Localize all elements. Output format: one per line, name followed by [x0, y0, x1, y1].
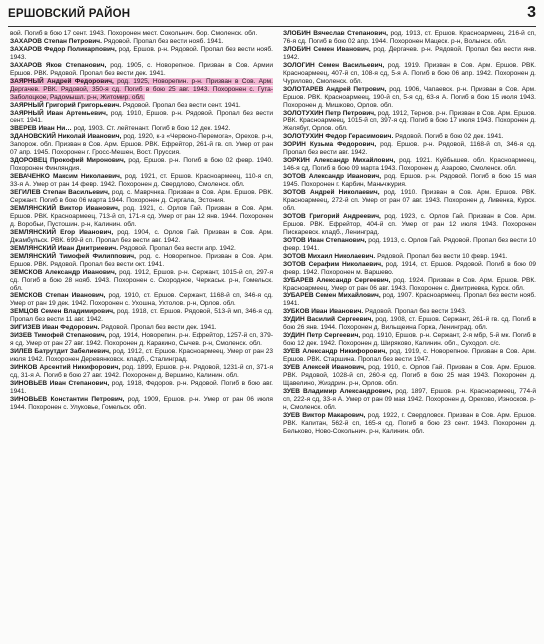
entry-details: род. Ершов. р-н. Рядовой, 1168-й сп, 346-я сд. Пропал без вести авг. 1942. — [283, 141, 536, 157]
entry-text — [10, 46, 273, 61]
person-name: ЗАХАРОВ Степан Петрович. — [10, 37, 102, 45]
memorial-entry — [10, 78, 273, 102]
memorial-entry — [10, 380, 273, 396]
person-name: ЗАХАРОВ Яков Степанович, — [10, 61, 107, 69]
entry-text — [283, 364, 536, 387]
person-name: ЗДОРОВЕЦ Прокофий Миронович, — [10, 157, 126, 165]
person-name: ЗОТОВ Серафим Николаевич, — [283, 260, 383, 268]
person-name: ЗИЛЕВ Батрутдит Забелиевич, — [10, 348, 111, 356]
entry-details: Рядовой. Погиб в бою 02 дек. 1941. — [393, 133, 504, 141]
memorial-entry — [283, 30, 536, 46]
person-name: ЗИЗЕВ Тимофей Степанович, — [10, 332, 107, 340]
entry-text — [10, 110, 273, 125]
entry-text — [283, 308, 467, 315]
page-number: 3 — [527, 4, 536, 21]
person-name: ЗЕВАЧЕНКО Максим Николаевич, — [10, 173, 122, 181]
entry-text — [10, 245, 236, 252]
memorial-entry — [283, 253, 536, 261]
entry-details: род. 1918, ст. Ершов. Рядовой, 513-й мп, 346-я сд. Пропал без вести 11 авг. 1942. — [10, 308, 273, 324]
person-name: ЗОТОВ Михаил Николаевич. — [283, 252, 376, 260]
entry-details: род. 1899, Ершов. р-н. Рядовой, 1231-й сп, 371-я сд, 31-я А. Погиб в бою 27 авг. 1942. Похоронен д. Вершино, Калинин. обл. — [10, 364, 273, 379]
memorial-entry — [10, 308, 273, 324]
entry-text — [10, 348, 273, 363]
entry-text — [10, 269, 273, 292]
entry-text — [10, 324, 217, 331]
memorial-entry — [10, 173, 273, 189]
person-name: ЗУЕВ Александр Никифорович, — [283, 348, 388, 356]
entry-text — [10, 308, 273, 323]
person-name: ЗУДИН Петр Сергеевич, — [283, 332, 361, 340]
memorial-entry — [283, 213, 536, 237]
memorial-entry — [10, 364, 273, 380]
entry-details: род. 1913, с. Орлов Гай. Рядовой. Пропал без вести 10 февр. 1941. — [283, 236, 536, 252]
memorial-entry — [283, 189, 536, 213]
person-name: ЗЕМСКОВ Александр Иванович, — [10, 268, 117, 276]
entry-text — [283, 412, 536, 435]
person-name: ЗОРИН Кузьма Федорович, — [283, 141, 377, 149]
entry-text — [283, 141, 536, 156]
person-name: ЗАЯРНЫЙ Андрей Федорович, — [10, 77, 114, 85]
entry-text — [10, 30, 257, 37]
person-name: ЗИНОВЬЕВ Иван Степанович, — [10, 379, 110, 387]
memorial-entry — [283, 292, 536, 308]
person-name: ЗЕМЦОВ Семен Владимирович, — [10, 308, 115, 316]
entry-text — [283, 157, 536, 172]
memorial-entry — [283, 261, 536, 277]
memorial-entry — [283, 332, 536, 348]
entry-details: род. 1909, Ершов. р-н. Умер от ран 06 июля 1944. Похоронен с. Улуковье, Гомельск. обл. — [10, 395, 273, 411]
person-name: ЗЕМСКОВ Степан Иванович, — [10, 292, 106, 300]
person-name: ЗУЕВ Алексей Иванович, — [283, 364, 366, 372]
entry-text — [283, 213, 536, 236]
person-name: ЗАЯРНЫЙ Иван Артемьевич, — [10, 109, 108, 117]
person-name: ЗОТОВ Григорий Андреевич, — [283, 212, 381, 220]
person-name: ЗДАНОВСКИЙ Николай Иванович, — [10, 133, 122, 141]
memorial-entry — [283, 364, 536, 388]
entry-text — [283, 133, 503, 140]
entry-text — [10, 38, 223, 45]
person-name: ЗЕМЛЯНСКИЙ Виктор Иванович, — [10, 204, 120, 212]
person-name: ЗОТОВ Андрей Николаевич, — [283, 189, 380, 197]
entry-details: род. 1912, ст. Ершов. Красноармеец. Умер от ран 23 июля 1942. Похоронен Деревянковск. кладб., Сталинград. — [10, 348, 273, 364]
memorial-entry — [10, 348, 273, 364]
entry-text — [10, 380, 273, 395]
entry-details: род. Ершов. р-н. Погиб в бою 02 февр. 1940. Похоронен Финляндия. — [10, 157, 273, 173]
entry-text — [10, 332, 273, 347]
entry-text — [283, 388, 536, 411]
memorial-entry — [283, 316, 536, 332]
memorial-entry — [283, 110, 536, 134]
memorial-entry — [10, 62, 273, 78]
entry-text — [283, 277, 536, 292]
entry-details: род. 1910. Призван в Сов. Арм. Ершов. РВК. Красноармеец, 272-й сп. Умер от ран 07 авг. 1943. Похоронен д. Ливенка, Курск. обл. — [283, 189, 536, 212]
entry-text — [10, 102, 241, 109]
memorial-entry — [283, 86, 536, 110]
entry-details: Рядовой. Пропал без вести 10 февр. 1941. — [375, 252, 508, 260]
person-name: ЗОЛОТУХИН Федор Герасимович. — [283, 133, 394, 141]
entry-text — [10, 205, 273, 228]
entry-details: род. 1903. Ст. лейтенант. Погиб в бою 12 дек. 1942. — [71, 125, 231, 133]
entry-details: род. 1910, Ершов. р-н. Рядовой. Пропал без вести сент. 1941. — [10, 109, 273, 125]
memorial-entry — [10, 189, 273, 205]
entry-text — [10, 189, 273, 204]
entry-details: род. 1925, Новорепин. р-н. Призван в Сов. Арм. Дергачев. РВК. Рядовой, 350-я сд. Погиб в бою 25 авг. 1943. Похоронен с. Гута-Заболоцкое, Радомышл. р-н, Житомир. обл. — [10, 77, 273, 101]
memorial-entry — [10, 102, 273, 110]
person-name: ЗВЕРЕВ Иван Ни… — [10, 125, 72, 133]
entry-details: род. 1921, с. Орлов Гай. Призван в Сов. Арм. Ершов. РВК. Красноармеец, 713-й сп, 171-я сд. Умер от ран 12 янв. 1944. Похоронен д. Воробьи, Пустошин. р-н, Калинин. обл. — [10, 204, 273, 228]
entry-text — [283, 189, 536, 212]
memorial-entry — [283, 348, 536, 364]
person-name: ЗУЕВ Владимир Александрович, — [283, 387, 393, 395]
memorial-entry — [10, 245, 273, 253]
entry-text — [283, 62, 536, 85]
entry-details: род. 1914, Новорепин. р-н. Ефрейтор, 1257-й сп, 379-я сд. Умер от ран 27 авг. 1942. Похоронен д. Каракино, Сычев. р-н, Смоленск. обл. — [10, 332, 273, 348]
entry-text — [10, 133, 273, 156]
entry-details: Рядовой. Пропал без вести сент. 1941. — [121, 101, 241, 109]
person-name: ЗУБКОВ Иван Иванович. — [283, 308, 364, 316]
entry-text — [10, 229, 273, 244]
person-name: ЗОТОВ Иван Степанович, — [283, 236, 367, 244]
entry-details: род. 1904, с. Орлов Гай. Призван в Сов. Арм. Джамбульск. РВК. 699-й сп. Пропал без вести авг. 1942. — [10, 228, 273, 244]
entry-text — [10, 396, 273, 411]
person-name: ЗОЛОГИН Семен Васильевич, — [283, 61, 385, 69]
person-name: ЗОТОВ Александр Иванович, — [283, 173, 382, 181]
person-name: ЗОРКИН Александр Михайлович, — [283, 157, 396, 165]
entry-details: род. Ершов. р-н. Рядовой. Погиб в бою 15 мая 1945. Похоронен г. Карбин, Маньчжурия. — [283, 173, 536, 189]
memorial-entry — [10, 133, 273, 157]
entry-details: Рядовой. Пропал без вести 1943. — [363, 308, 467, 316]
entry-text — [283, 253, 507, 260]
entry-text — [10, 364, 273, 379]
entry-text — [10, 253, 273, 268]
entry-details: род. 1910, Ершов. р-н. Сержант, 2-я мбр, 5-й мк. Погиб в бою 12 дек. 1942. Похоронен д. Ширяково, Калинин. обл., Суходол. с/с. — [283, 332, 536, 348]
person-name: ЗУБАРЕВ Семен Михайлович, — [283, 292, 381, 300]
entry-text — [10, 173, 273, 188]
memorial-entry — [283, 173, 536, 189]
memorial-entry — [10, 30, 273, 38]
person-name: ЗОЛОТУХИН Петр Петрович, — [283, 109, 376, 117]
memorial-entry — [10, 38, 273, 46]
memorial-entry — [283, 157, 536, 173]
memorial-entry — [10, 205, 273, 229]
person-name: ЗЕМЛЯНСКИЙ Егор Иванович, — [10, 228, 114, 236]
memorial-entry — [283, 277, 536, 293]
entry-details: род. 1905, с. Новорепное. Призван в Сов. Армии Ершов. РВК. Рядовой. Пропал без вести дек. 1941. — [10, 61, 273, 77]
entry-details: род. 1908, ст. Ершов. Сержант, 261-й гв. сд. Погиб в бою 26 янв. 1944. Похоронен д. Вильщеина Горка, Ленинград. обл. — [283, 316, 536, 332]
entry-text — [283, 237, 536, 252]
memorial-entry — [10, 157, 273, 173]
page-header — [8, 4, 536, 27]
entry-details: род. 1921, ст. Ершов. Красноармеец, 110-я сп, 33-я А. Умер от ран 14 февр. 1942. Похоронен д. Свердлово, Смоленск. обл. — [10, 173, 273, 189]
entry-text — [10, 125, 230, 132]
entry-details: род. 1919, с. Новорепное. Призван в Сов. Арм. Ершов. РВК. Старшина. Пропал без вести 1947. — [283, 348, 536, 364]
memorial-entry — [10, 253, 273, 269]
highlighted-entry-text — [10, 78, 273, 101]
left-column — [10, 30, 273, 642]
entry-text — [283, 173, 536, 188]
memorial-entry — [10, 229, 273, 245]
entry-details: род. 1918, Федоров. р-н. Рядовой. Погиб в бою авг. 1941. — [10, 379, 273, 395]
entry-text — [283, 86, 536, 109]
entry-text — [10, 157, 273, 172]
entry-details: род. 1913, ст. Ершов. Красноармеец, 216-й сп, 76-я сд. Погиб в бою 02 апр. 1944. Похоронен Мацеск. р-н, Волынск. обл. — [283, 30, 536, 45]
entry-text — [10, 292, 273, 307]
memorial-entry — [283, 62, 536, 86]
memorial-entry — [10, 332, 273, 348]
right-column — [283, 30, 536, 642]
person-name: ЗЛОБИН Семен Иванович, — [283, 45, 371, 53]
entry-details: род. 1921. Куйбышев. обл. Красноармеец, 146-я сд. Погиб в бою 09 марта 1943. Похоронен д. Азарово, Смоленск. обл. — [283, 157, 536, 173]
entry-text — [283, 261, 536, 276]
person-name: ЗЕМЛЯНСКИЙ Иван Дмитриевич. — [10, 244, 119, 252]
section-title: ЕРШОВСКИЙ РАЙОН — [8, 8, 131, 20]
entry-text — [283, 332, 536, 347]
entry-details: род. 1910, с. Орлов Гай. Призван в Сов. Арм. Ершов. РВК. Рядовой, 1028-й сп, 260-я сд. Погиб в бою 25 мая 1943. Похоронен д. Щавелино, Жиздрин. р-н, Орлов. обл. — [283, 364, 536, 387]
entry-details: род. 1914, ст. Ершов. Рядовой. Погиб в бою 09 февр. 1942. Похоронен м. Варшево. — [283, 260, 536, 276]
memorial-entry — [283, 237, 536, 253]
entry-details: род. 1920, к-з «Червоно-Перемога», Орехов. р-н, Запорож. обл. Призван в Сов. Арм. Ершов. РВК. Ефрейтор, 261-й гв. сп. Умер от ран 07 апр. 1945. Похоронен г. Гросс-Мешен, Вост. Пруссия. — [10, 133, 273, 157]
entry-text — [283, 292, 536, 307]
entry-details: род. 1912, Тернов. р-н. Призван в Сов. Арм. Ершов. РВК. Красноармеец, 1015-й сп, 397-я сд. Погиб в бою 17 июля 1943. Похоронен д. Желябуг, Орлов. обл. — [283, 109, 536, 133]
person-name: ЗЕМЛЯНСКИЙ Тимофей Филиппович, — [10, 252, 136, 260]
entry-details: род. с. Маврчнка. Призван в Сов. Арм. Ершов. РВК. Сержант. Погиб в бою 06 марта 1944. Похоронен д. Сиргала, Эстония. — [10, 189, 273, 205]
entry-details: род. 1910, ст. Ершов. Сержант, 1168-й сп, 346-я сд. Умер от ран 19 дек. 1942. Похоронен с. Ухошна, Ухтолов. р-н, Орлов. обл. — [10, 292, 273, 308]
entry-details: род. 1923, с. Орлов Гай. Призван в Сов. Арм. Ершов. РВК. Ефрейтор, 404-й сп. Умер от ран 12 июля 1943. Похоронен Пискаревск. кладб., Ленинград. — [283, 212, 536, 236]
person-name: ЗИНКОВ Арсентий Никифорович, — [10, 364, 121, 372]
entry-details: род. Ершов. р-н. Рядовой. Пропал без вести нояб. 1943. — [10, 45, 273, 61]
entry-details: род. с. Новорепное. Призван в Сов. Арм. Ершов. РВК. Рядовой. Пропал без вести окт. 1941. — [10, 252, 273, 268]
memorial-entry — [283, 388, 536, 412]
memorial-entry — [10, 269, 273, 293]
entry-text — [283, 30, 536, 45]
memorial-entry — [283, 412, 536, 436]
person-name: ЗУЕВ Виктор Макарович, — [283, 411, 366, 419]
entry-details: род. 1906, Чапаевск. р-н. Призван в Сов. Арм. Ершов. РВК. Красноармеец, 190-й сп, 5-я сд, 63-я А. Погиб в бою 15 июля 1943. Похоронен д. Мишково, Орлов. обл. — [283, 85, 536, 109]
entry-details: вой. Погиб в бою 17 сент. 1943. Похоронен мест. Сокольнич. бор. Смоленск. обл. — [10, 30, 258, 37]
entry-details: Рядовой. Пропал без вести апр. 1942. — [118, 244, 236, 252]
entry-text — [283, 316, 536, 331]
person-name: ЗЛОБИН Вячеслав Степанович, — [283, 30, 388, 37]
memorial-entry — [283, 141, 536, 157]
entry-details: род. 1924. Призван в Сов. Арм. Ершов. РВК. Красноармеец. Умер от ран 06 авг. 1943. Похоронен с. Дмитриевка, Курск. обл. — [283, 276, 536, 292]
entry-details: Рядовой. Пропал без вести нояб. 1941. — [101, 37, 224, 45]
entry-text — [10, 62, 273, 77]
person-name: ЗАЯРНЫЙ Григорий Григорьевич. — [10, 101, 122, 109]
person-name: ЗУБАРЕВ Александр Сергеевич, — [283, 276, 391, 284]
entry-details: род. 1922, г. Свердловск. Призван в Сов. Арм. Ершов. РВК. Капитан, 562-й сп, 165-я сд. Погиб в бою 23 сент. 1943. Похоронен д. Бельково, Ново-Сокольнич. р-н, Калинин. обл. — [283, 411, 536, 435]
person-name: ЗОЛОТАРЕВ Андрей Петрович, — [283, 85, 387, 93]
entry-details: род. Дергачев. р-н. Рядовой. Пропал без вести янв. 1942. — [283, 45, 536, 61]
person-name: ЗИГИЗЕВ Иван Федорович. — [10, 324, 100, 332]
memorial-entry — [283, 46, 536, 62]
entry-details: род. 1912, Ершов. р-н. Сержант, 1015-й сп, 297-я сд. Погиб в бою 28 нояб. 1943. Похоронен с. Скородное, Черкаськ. р-н, Гомельск. обл. — [10, 268, 273, 292]
memorial-entry — [10, 46, 273, 62]
entry-text — [283, 348, 536, 363]
entry-details: род. 1907. Красноармеец. Пропал без вести нояб. 1941. — [283, 292, 536, 308]
person-name: ЗУДИН Василий Сергеевич, — [283, 316, 374, 324]
person-name: ЗИНОВЬЕВ Константин Петрович, — [10, 395, 125, 403]
entry-details: род. 1919. Призван в Сов. Арм. Ершов. РВК. Красноармеец, 407-й сп, 108-я сд, 5-я А. Погиб в бою 06 апр. 1942. Похоронен д. Чурилово, Смоленск. обл. — [283, 61, 536, 85]
memorial-entry — [10, 292, 273, 308]
entry-text — [283, 46, 536, 61]
memorial-entry — [10, 110, 273, 126]
entry-details: род. 1897, Ершов. р-н. Красноармеец, 774-й сп, 222-я сд, 33-я А. Умер от ран 09 мая 1942. Похоронен д. Орехово, Износков. р-н, Смоленск. обл. — [283, 387, 536, 411]
memorial-entry — [10, 396, 273, 412]
entry-details: Рядовой. Пропал без вести дек. 1941. — [99, 324, 217, 332]
person-name: ЗЕГИЛЕВ Степан Васильевич, — [10, 189, 110, 197]
entry-text — [283, 110, 536, 133]
person-name: ЗАХАРОВ Федор Поликарпович, — [10, 45, 117, 53]
